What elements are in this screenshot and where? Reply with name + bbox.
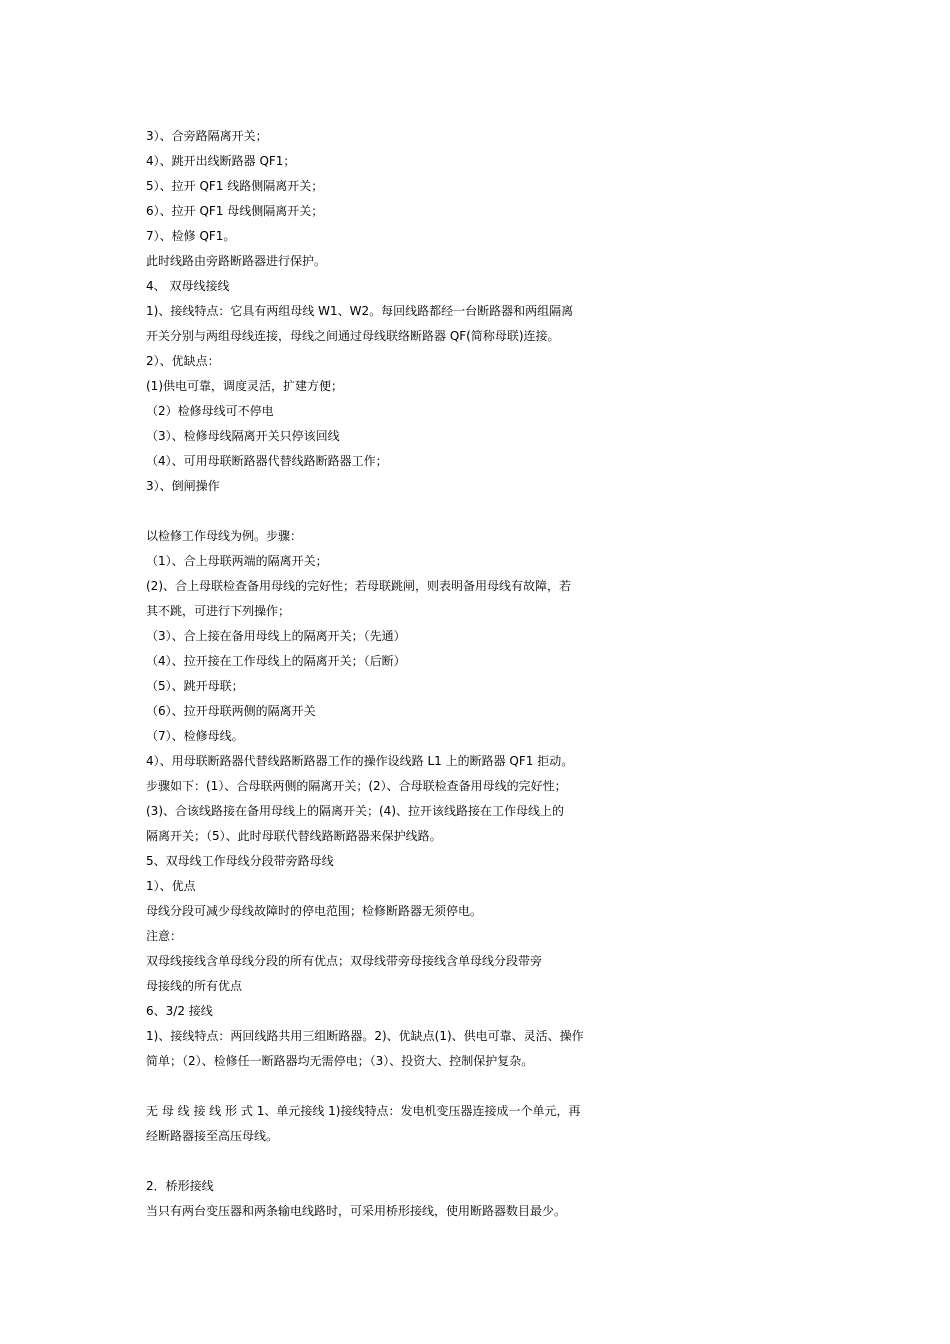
text-line: 1)、接线特点：它具有两组母线 W1、W2。每回线路都经一台断路器和两组隔离 [146, 304, 574, 318]
section-heading: 6、3/2 接线 [146, 1004, 213, 1018]
text-line: （3）、检修母线隔离开关只停该回线 [146, 429, 340, 443]
text-line: （7）、检修母线。 [146, 729, 244, 743]
text-line: （2）检修母线可不停电 [146, 404, 274, 418]
text-line: 6）、拉开 QF1 母线侧隔离开关； [146, 204, 324, 218]
text-line: 步骤如下：(1）、合母联两侧的隔离开关；(2）、合母联检查备用母线的完好性； [146, 779, 567, 793]
text-line: (1)供电可靠，调度灵活，扩建方便； [146, 379, 343, 393]
text-line: 此时线路由旁路断路器进行保护。 [146, 254, 327, 268]
text-line: （4）、拉开接在工作母线上的隔离开关；（后断） [146, 654, 406, 668]
text-line: 4）、用母联断路器代替线路断路器工作的操作设线路 L1 上的断路器 QF1 拒动。 [146, 754, 574, 768]
text-line: 简单；（2）、检修任一断路器均无需停电；（3）、投资大、控制保护复杂。 [146, 1054, 534, 1068]
text-line: 1）、优点 [146, 879, 196, 893]
text-line: 1)、接线特点：两回线路共用三组断路器。2)、优缺点(1)、供电可靠、灵活、操作 [146, 1029, 584, 1043]
text-line: (3)、合该线路接在备用母线上的隔离开关；(4)、拉开该线路接在工作母线上的 [146, 804, 564, 818]
text-line: 以检修工作母线为例。步骤： [146, 529, 303, 543]
text-line: （1）、合上母联两端的隔离开关； [146, 554, 328, 568]
text-line: 双母线接线含单母线分段的所有优点；双母线带旁母接线含单母线分段带旁 [146, 954, 543, 968]
section-heading: 2．桥形接线 [146, 1179, 214, 1193]
text-line: 无 母 线 接 线 形 式 1、单元接线 1)接线特点：发电机变压器连接成一个单元，再 [146, 1104, 581, 1118]
text-line: 3）、合旁路隔离开关； [146, 129, 268, 143]
section-heading: 5、双母线工作母线分段带旁路母线 [146, 854, 334, 868]
text-line: （3）、合上接在备用母线上的隔离开关；（先通） [146, 629, 406, 643]
text-line: (2)、合上母联检查备用母线的完好性；若母联跳闸，则表明备用母线有故障，若 [146, 579, 572, 593]
text-line: 3）、倒闸操作 [146, 479, 220, 493]
text-line: 注意： [146, 929, 183, 943]
text-line: （6）、拉开母联两侧的隔离开关 [146, 704, 316, 718]
text-line: 经断路器接至高压母线。 [146, 1129, 279, 1143]
text-line: 开关分别与两组母线连接，母线之间通过母线联络断路器 QF(简称母联)连接。 [146, 329, 560, 343]
text-line: （4）、可用母联断路器代替线路断路器工作； [146, 454, 388, 468]
text-line: 隔离开关；（5）、此时母联代替线路断路器来保护线路。 [146, 829, 442, 843]
text-line: 5）、拉开 QF1 线路侧隔离开关； [146, 179, 324, 193]
text-line: 母接线的所有优点 [146, 979, 243, 993]
text-line: 母线分段可减少母线故障时的停电范围；检修断路器无须停电。 [146, 904, 483, 918]
text-line: 其不跳，可进行下列操作； [146, 604, 291, 618]
text-line: （5）、跳开母联； [146, 679, 244, 693]
text-line: 当只有两台变压器和两条输电线路时，可采用桥形接线，使用断路器数目最少。 [146, 1204, 567, 1218]
text-line: 7）、检修 QF1。 [146, 229, 236, 243]
section-heading: 4、 双母线接线 [146, 279, 230, 293]
text-line: 2）、优缺点： [146, 354, 220, 368]
text-line: 4）、跳开出线断路器 QF1； [146, 154, 296, 168]
